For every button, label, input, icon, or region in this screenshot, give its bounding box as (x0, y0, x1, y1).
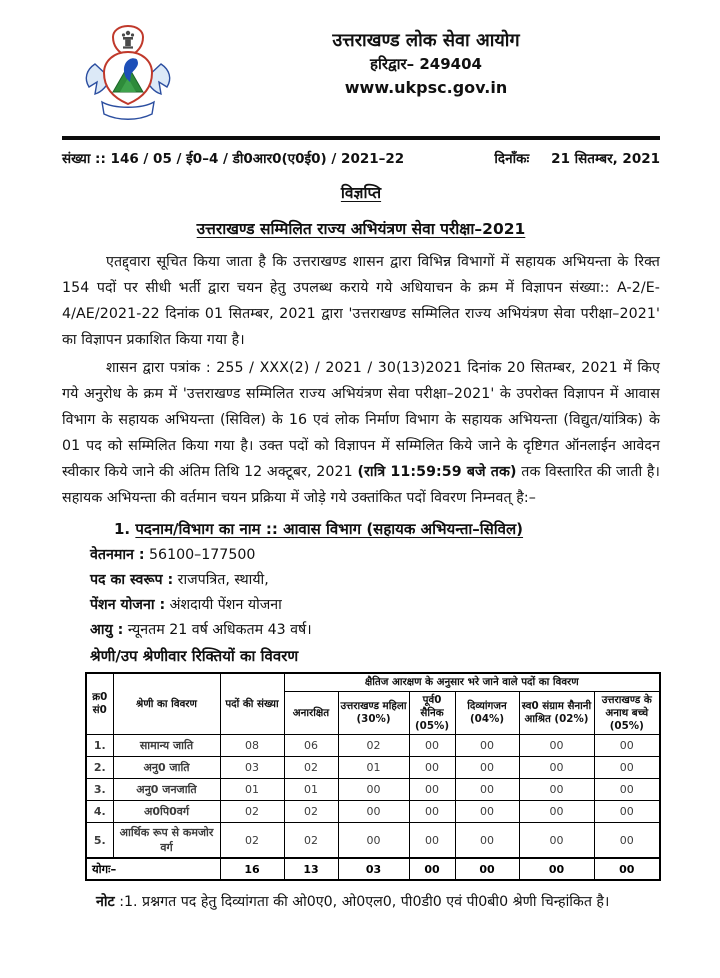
date-block (494, 149, 660, 167)
col-serial: क्र0 सं0 (86, 673, 113, 735)
table-header-row-1 (86, 673, 660, 691)
col-posts: पदों की संख्या (220, 673, 284, 735)
detail-age: आयु : न्यूनतम 21 वर्ष अधिकतम 43 वर्ष। (90, 622, 312, 638)
col-horizontal-reservation: क्षैतिज आरक्षण के अनुसार भरे जाने वाले पदों का विवरण (284, 673, 660, 691)
col-unreserved: अनारक्षित (284, 691, 338, 735)
col-ex-serviceman: पूर्व0 सैनिक (05%) (409, 691, 455, 735)
exam-title: उत्तराखण्ड सम्मिलित राज्य अभियंत्रण सेवा परीक्षा–2021 (196, 220, 526, 238)
footnote-text: :1. प्रश्नगत पद हेतु दिव्यांगता की ओ0ए0, ओ0एल0, पी0डी0 एवं पी0बी0 श्रेणी चिन्हांकित है। (114, 894, 610, 911)
date-label: दिनाँकः (494, 151, 530, 167)
detail-pay-scale: वेतनमान : 56100–177500 (90, 547, 256, 563)
reference-number: संख्या :: 146 / 05 / ई0–4 / डी0आर0(ए0ई0) / 2021–22 (62, 151, 405, 167)
org-website: www.ukpsc.gov.in (344, 78, 508, 97)
table-row: 2. अनु0 जाति 03 02 01 00 00 00 00 (86, 757, 660, 779)
org-address: हरिद्वार– 249404 (370, 54, 482, 73)
document-header (62, 22, 660, 122)
col-category: श्रेणी का विवरण (113, 673, 220, 735)
reference-line (62, 149, 660, 167)
vacancy-table (85, 672, 661, 881)
post-heading (114, 519, 660, 539)
header-divider (62, 136, 660, 140)
notice-title: विज्ञप्ति (340, 184, 382, 202)
table-row: 3. अनु0 जनजाति 01 01 00 00 00 00 00 (86, 779, 660, 801)
col-freedom-fighter: स्व0 संग्राम सैनानी आश्रित (02%) (519, 691, 594, 735)
col-orphan: उत्तराखण्ड के अनाथ बच्चे (05%) (594, 691, 660, 735)
paragraph-2-tail: तक विस्तारित की जाती है। सहायक अभियन्ता की वर्तमान चयन प्रक्रिया में जोड़े गये उक्तांकित पदों विवरण निम्नवत् है:– (62, 464, 661, 506)
post-heading-text: पदनाम/विभाग का नाम :: आवास विभाग (सहायक अभियन्ता–सिविल) (135, 520, 524, 538)
table-row: 4. अ0पि0वर्ग 02 02 00 00 00 00 00 (86, 801, 660, 823)
org-name: उत्तराखण्ड लोक सेवा आयोग (332, 30, 520, 51)
date-value: 21 सितम्बर, 2021 (551, 151, 660, 167)
table-row: 5. आर्थिक रूप से कमजोर वर्ग 02 02 00 00 00 00 00 (86, 823, 660, 859)
ukpsc-emblem-icon (82, 24, 174, 122)
table-row: 1. सामान्य जाति 08 06 02 00 00 00 00 (86, 735, 660, 757)
footnote-label: नोट (96, 894, 115, 911)
footnote (62, 889, 660, 915)
col-uk-women: उत्तराखण्ड महिला (30%) (338, 691, 409, 735)
detail-pension: पेंशन योजना : अंशदायी पेंशन योजना (90, 597, 282, 613)
paragraph-2-text: शासन द्वारा पत्रांक : 255 / XXX(2) / 2021 / 30(13)2021 दिनांक 20 सितम्बर, 2021 में किए गये अनुरोध के क्रम में 'उत्तराखण्ड सम्मिलित राज्य अभियंत्रण सेवा परीक्षा–2021' के उपरोक्त विज्ञापन में आवास विभाग के सहायक अभियन्ता (सिविल) के 16 एवं लोक निर्माण विभाग के सहायक अभियन्ता (विद्युत/यांत्रिक) के 01 पद को सम्मिलित किया गया है। उक्त पदों को विज्ञापन में सम्मिलित किये जाने के दृष्टिगत ऑनलाईन आवेदन स्वीकार किये जाने की अंतिम तिथि 12 अक्टूबर, 2021 (62, 360, 660, 480)
detail-post-nature: पद का स्वरूप : राजपत्रित, स्थायी, (90, 572, 269, 588)
deadline-time-bold: (रात्रि 11:59:59 बजे तक) (357, 464, 517, 480)
paragraph-1: एतद्द्वारा सूचित किया जाता है कि उत्तराखण्ड शासन द्वारा विभिन्न विभागों में सहायक अभियन्ता के रिक्त 154 पदों पर सीधी भर्ती द्वारा चयन हेतु उपलब्ध कराये गये अधियाचन के क्रम में विज्ञापन संख्या:: A-2/E-4/AE/2021-22 दिनांक 01 सितम्बर, 2021 द्वारा 'उत्तराखण्ड सम्मिलित राज्य अभियंत्रण सेवा परीक्षा–2021' का विज्ञापन प्रकाशित किया गया है। (62, 254, 660, 348)
table-caption: श्रेणी/उप श्रेणीवार रिक्तियों का विवरण (90, 647, 299, 665)
table-total-row: योगः– 16 13 03 00 00 00 00 (86, 858, 660, 880)
paragraph-2 (62, 355, 660, 511)
col-divyang: दिव्यांगजन (04%) (455, 691, 519, 735)
post-index: 1. (114, 520, 131, 538)
